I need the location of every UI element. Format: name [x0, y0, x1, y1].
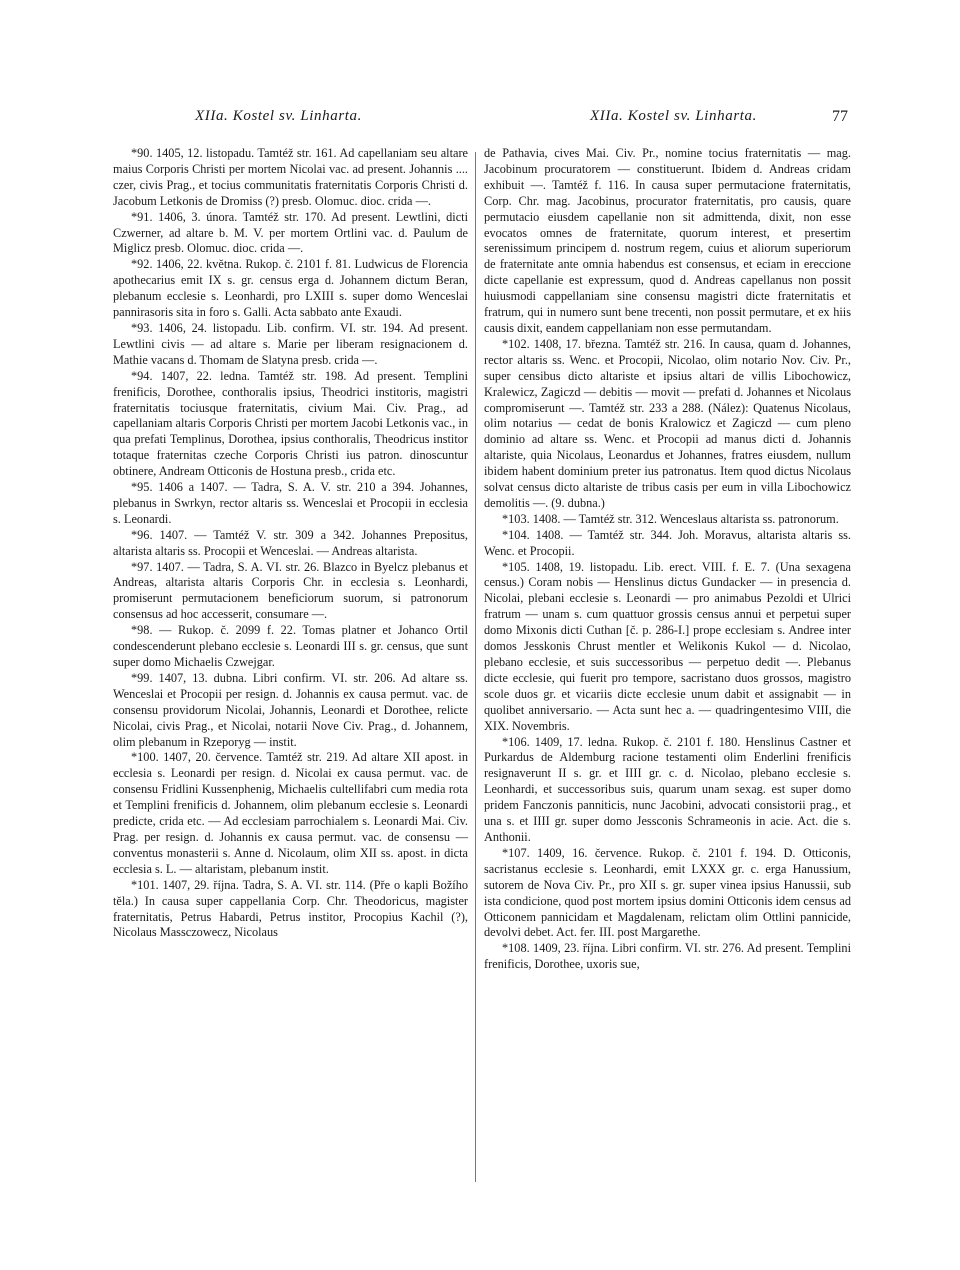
- entry-102: *102. 1408, 17. března. Tamtéž str. 216. In causa, quam d. Johannes, rector altaris ss. Wenc. et Procopii, Nicolao, olim notario Nov. Civ. Pr., super censibus dicto altariste et ipsius altari de villis Libochowicz, Kralewicz, Zagiczd — debitis — movit — prefati d. Johannes et Nicolaus compromiserunt —. Tamtéž str. 233 a 288. (Nález): Quatenus Nicolaus, olim notarius — cedat de bonis Kralowicz et Zagiczd — cum pleno dominio ad altare ss. Wenc. et Procopii ad manus dicti d. Johannis altariste, quia Nicolaus, Leonardus et Johannes, fratres eiusdem, nullum ibidem habent dominium preter ius patronatus. Item quod dictus Nicolaus solvat census dicto altariste de tribus casis per eum in villa Libochowicz demolitis —. (9. dubna.): [484, 336, 851, 510]
- entry-108: *108. 1409, 23. října. Libri confirm. VI. str. 276. Ad present. Templini frenificis, Dorothee, uxoris sue,: [484, 941, 851, 972]
- entry-90: *90. 1405, 12. listopadu. Tamtéž str. 161. Ad capellaniam seu altare maius Corporis Christi per mortem Nicolai vac. ad present. Johannis .... czer, civis Prag., et tocius communitatis fraternitatis Corporis Christi d. Jacobum Letkonis de Dromiss (?) presb. Olomuc. dioc. crida —.: [113, 146, 468, 208]
- running-title-right: XIIa. Kostel sv. Linharta.: [590, 108, 757, 124]
- entry-106: *106. 1409, 17. ledna. Rukop. č. 2101 f. 180. Henslinus Castner et Purkardus de Aldemburg racione testamenti olim Enderlini frenificis resignaverunt II s. gr. et IIII gr. c. d. Nicolao, plebano ecclesie s. Leonhardi, et successoribus suis, quarum unam sexag. est super domo pridem Fanczonis panniticis, nunc Jacobini, advocati consistorii prag., et una s. et IIII gr. super domo Jessconis Schrameonis in acie. Act. die s. Anthonii.: [484, 734, 851, 844]
- entry-94: *94. 1407, 22. ledna. Tamtéž str. 198. Ad present. Templini frenificis, Dorothee, conthoralis ipsius, Theodrici institoris, magistri fraternitatis tociusque fraternitatis, civium Mai. Civ. Prag., ad capellaniam altaris Corporis Christi per mortem Jacobi Letkonis vac., in qua prefati Templinus, Dorothea, ipsius conthoralis, Theodricus institor totaque fraternitas czeche Corporis Christi ius patron. dinoscuntur obtinere, Andream Otticonis de Hostuna presb., crida etc.: [113, 368, 468, 479]
- left-column: [113, 146, 468, 941]
- entry-103: *103. 1408. — Tamtéž str. 312. Wenceslaus altarista ss. patronorum.: [502, 511, 839, 526]
- entry-97: *97. 1407. — Tadra, S. A. VI. str. 26. Blazco in Byelcz plebanus et Andreas, altarista altaris Corporis Chr. in ecclesia s. Leonhardi, promiserunt permutacionem beneficiorum suorum, si patronorum consensus ad hoc accesserit, consumare —.: [113, 559, 468, 622]
- entry-96: *96. 1407. — Tamtéž V. str. 309 a 342. Johannes Prepositus, altarista altaris ss. Procopii et Wenceslai. — Andreas altarista.: [113, 527, 468, 558]
- running-title-left: XIIa. Kostel sv. Linharta.: [195, 108, 362, 124]
- entry-107: *107. 1409, 16. července. Rukop. č. 2101 f. 194. D. Otticonis, sacristanus ecclesie s. Leonhardi, emit LXXX gr. c. erga Hanussium, sutorem de Nova Civ. Pr., pro XII s. gr. super vinea ipsius Hanussii, sub ista condicione, quod post mortem ipsius domini Otticonis idem census ad Otticonem pannicidam et Magdalenam, relictam olim Ottlini pannicide, devolvi debet. Act. fer. III. post Margarethe.: [484, 845, 851, 940]
- entry-101: *101. 1407, 29. října. Tadra, S. A. VI. str. 114. (Pře o kapli Božího těla.) In causa super cappellania Corp. Chr. Theodoricus, magister fraternitatis, Petrus Habardi, Petrus institor, Procopius Kachil (?), Nicolaus Massczowecz, Nicolaus: [113, 877, 468, 940]
- right-column: [484, 146, 851, 973]
- entry-101-continued: de Pathavia, cives Mai. Civ. Pr., nomine tocius fraternitatis — mag. Jacobinum procuratorem — constituerunt. Ibidem d. Andreas cridam exhibuit —. Tamtéž f. 116. In causa super permutacione fraternitatis, Corp. Chr. mag. Jacobinus, procurator fraternitatis, pro causis, quare permutacio eiusdem capellanie non sit admittenda, dixit, non esse evocatos omnes de fraternitate, quorum interest, et presertim serenissimum principem d. nostrum regem, cuius et aliorum superiorum de fraternitate ante omnia habendus est consensus, et eciam in ereccione dicte capellanie est expressum, quod d. Andreas capellanus non possit huiusmodi cappellaniam sine consensu magistri dicte fraternitatis et fratrum, qui in numero sunt bene trecenti, non possit permutare, et ex hiis causis dixit, eandem cappellaniam non esse permutandam.: [484, 146, 851, 335]
- entry-104: *104. 1408. — Tamtéž str. 344. Joh. Moravus, altarista altaris ss. Wenc. et Procopii.: [484, 527, 851, 558]
- entry-93: *93. 1406, 24. listopadu. Lib. confirm. VI. str. 194. Ad present. Lewtlini civis — ad altare s. Marie per liberam resignacionem d. Mathie vacans d. Thomam de Slatyna presb. crida —.: [113, 320, 468, 367]
- entry-92: *92. 1406, 22. května. Rukop. č. 2101 f. 81. Ludwicus de Florencia apothecarius emit IX s. gr. census erga d. Johannem dictum Beran, plebanum ecclesie s. Leonhardi, pro LXIII s. super domo Wenceslai pannirasoris sita in foro s. Galli. Acta sabbato ante Exaudi.: [113, 257, 468, 320]
- entry-91: *91. 1406, 3. února. Tamtéž str. 170. Ad present. Lewtlini, dicti Czwerner, ad altare b. M. V. per mortem Ortlini vac. d. Paulum de Miglicz presb. Olomuc. dioc. crida —.: [113, 209, 468, 256]
- entry-98: *98. — Rukop. č. 2099 f. 22. Tomas platner et Johanco Ortil condescenderunt plebano ecclesie s. Leonardi III s. gr. census, que sunt super domo Michaelis Czwejgar.: [113, 623, 468, 669]
- running-header: [0, 108, 960, 132]
- entry-99: *99. 1407, 13. dubna. Libri confirm. VI. str. 206. Ad altare ss. Wenceslai et Procopii per resign. d. Johannis ex causa permut. vac. de consensu providorum Nicolai, Johannis, Leonardi et Dorothee, relicte Nicolai, civis Prag., et Nicolai, notarii Nove Civ. Prag., d. Johannem, olim plebanum in Rzeporyg — instit.: [113, 670, 468, 749]
- entry-100: *100. 1407, 20. července. Tamtéž str. 219. Ad altare XII apost. in ecclesia s. Leonardi per resign. d. Nicolai ex causa permut. vac. de consensu Fridlini Kussenphenig, Michaelis cultellifabri cum media rota et Templini frenificis d. Johannem, olim plebanum ecclesie s. Leonardi predicte, crida etc. — Ad ecclesiam parrochialem s. Leonardi Mai. Civ. Prag. per resign. d. Johannis ex causa permut. vac. de consensu — conventus monasterii s. Anne d. Nicolaum, olim XII ss. apost. in dicta ecclesia s. L. — altaristam, plebanum instit.: [113, 750, 468, 876]
- entry-105: *105. 1408, 19. listopadu. Lib. erect. VIII. f. E. 7. (Una sexagena census.) Coram nobis — Henslinus dictus Gundacker — in presencia d. Nicolai, plebani ecclesie s. Leonardi — pro animabus Pezoldi et Ulrici fratrum — unam s. cum quattuor grossis census annui et perpetui super domo Mixonis dicti Cuthan [č. p. 286-I.] prope ecclesiam s. Andree inter domos Jesskonis Chrust mentler et Welikonis Kukol — d. Nicolao, plebano ecclesie, et suis successoribus — perpetuo dedit —. Plebanus dicte ecclesie, qui fuerit pro tempore, sacristano duos grossos, magistro scole duos gr. et vicariis dicte ecclesie unum dabit et assignabit — in quolibet anniversario. — Acta sunt hec a. — quadringentesimo VIII, die XIX. Novembris.: [484, 559, 851, 733]
- entry-95: *95. 1406 a 1407. — Tadra, S. A. V. str. 210 a 394. Johannes, plebanus in Swrkyn, rector altaris ss. Wenceslai et Procopii in ecclesia s. Leonardi.: [113, 480, 468, 526]
- page-number: 77: [832, 108, 848, 125]
- column-divider: [475, 152, 476, 1182]
